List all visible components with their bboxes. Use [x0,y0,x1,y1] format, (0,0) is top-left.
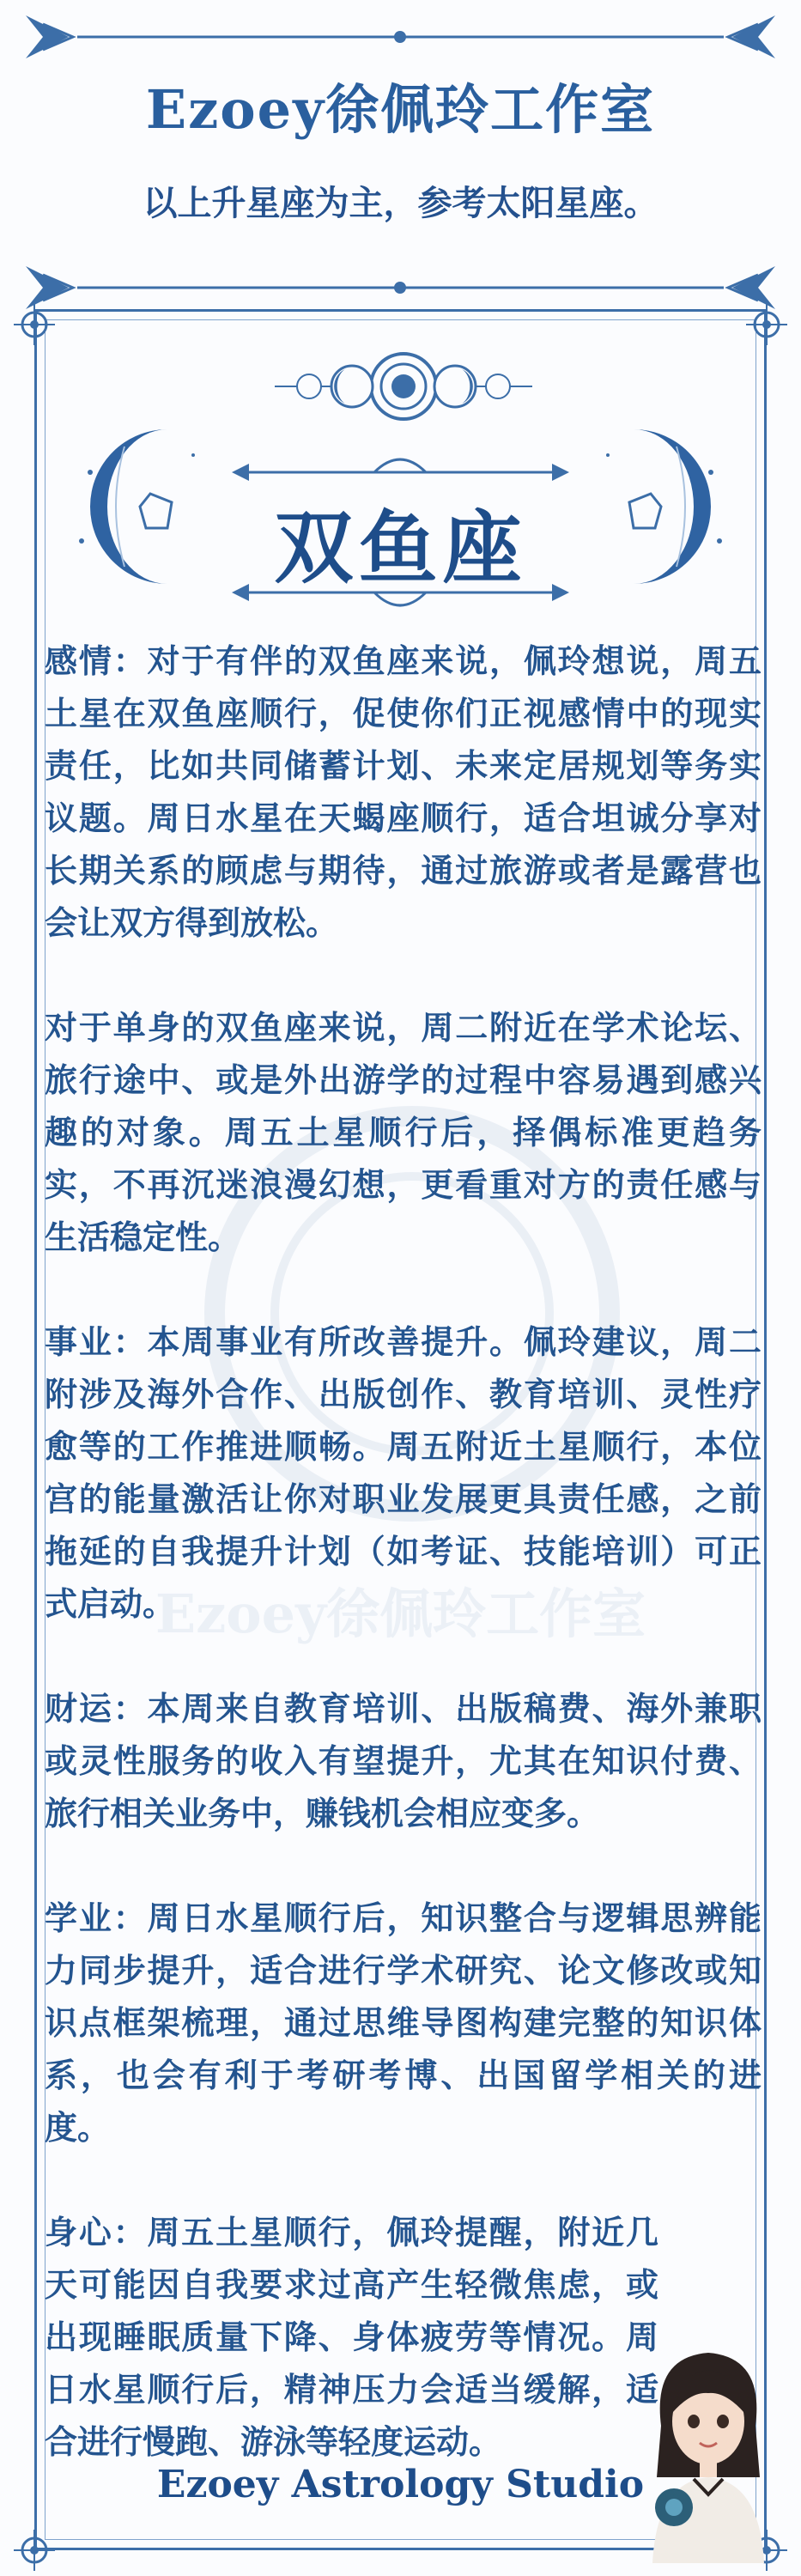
corner-ornament-icon [10,2526,58,2574]
love-paragraph-singles: 对于单身的双鱼座来说，周二附近在学术论坛、旅行途中、或是外出游学的过程中容易遇到感兴趣的对象。周五土星顺行后，择偶标准更趋务实，不再沉迷浪漫幻想，更看重对方的责任感与生活稳定性。 [45,1009,762,1256]
corner-ornament-icon [10,301,58,349]
subtitle: 以上升星座为主，参考太阳星座。 [143,184,658,223]
love-paragraph-couples: 感情：对于有伴的双鱼座来说，佩玲想说，周五土星在双鱼座顺行，促使你们正视感情中的现实责任，比如共同储蓄计划、未来定居规划等务实议题。周日水星在天蝎座顺行，适合坦诚分享对长期关系的顾虑与期待，通过旅游或者是露营也会让双方得到放松。 [45,642,762,942]
corner-ornament-icon [743,301,791,349]
arrow-divider-top [26,7,775,67]
moon-phase-icon [275,343,532,429]
studio-title: Ezoey徐佩玲工作室 [145,78,656,141]
avatar [627,2331,790,2563]
career-paragraph: 事业：本周事业有所改善提升。佩玲建议，周二附涉及海外合作、出版创作、教育培训、灵性疗愈等的工作推进顺畅。周五附近土星顺行，本位宫的能量激活让你对职业发展更具责任感，之前拖延的自我提升计划（如考证、技能培训）可正式启动。 [45,1323,762,1623]
watermark-text: Ezoey徐佩玲工作室 [155,1583,646,1645]
studio-signature: Ezoey Astrology Studio [156,2463,645,2506]
horoscope-content [45,635,762,2521]
sign-title: 双鱼座 [274,501,527,594]
health-paragraph: 身心：周五土星顺行，佩玲提醒，附近几天可能因自我要求过高产生轻微焦虑，或出现睡眠质量下降、身体疲劳等情况。周日水星顺行后，精神压力会适当缓解，适合进行慢跑、游泳等轻度运动。 [45,2214,658,2461]
study-paragraph: 学业：周日水星顺行后，知识整合与逻辑思辨能力同步提升，适合进行学术研究、论文修改或知识点框架梳理，通过思维导图构建完整的知识体系，也会有利于考研考博、出国留学相关的进度。 [45,1899,762,2147]
finance-paragraph: 财运：本周来自教育培训、出版稿费、海外兼职或灵性服务的收入有望提升，尤其在知识付费、旅行相关业务中，赚钱机会相应变多。 [45,1690,762,1832]
